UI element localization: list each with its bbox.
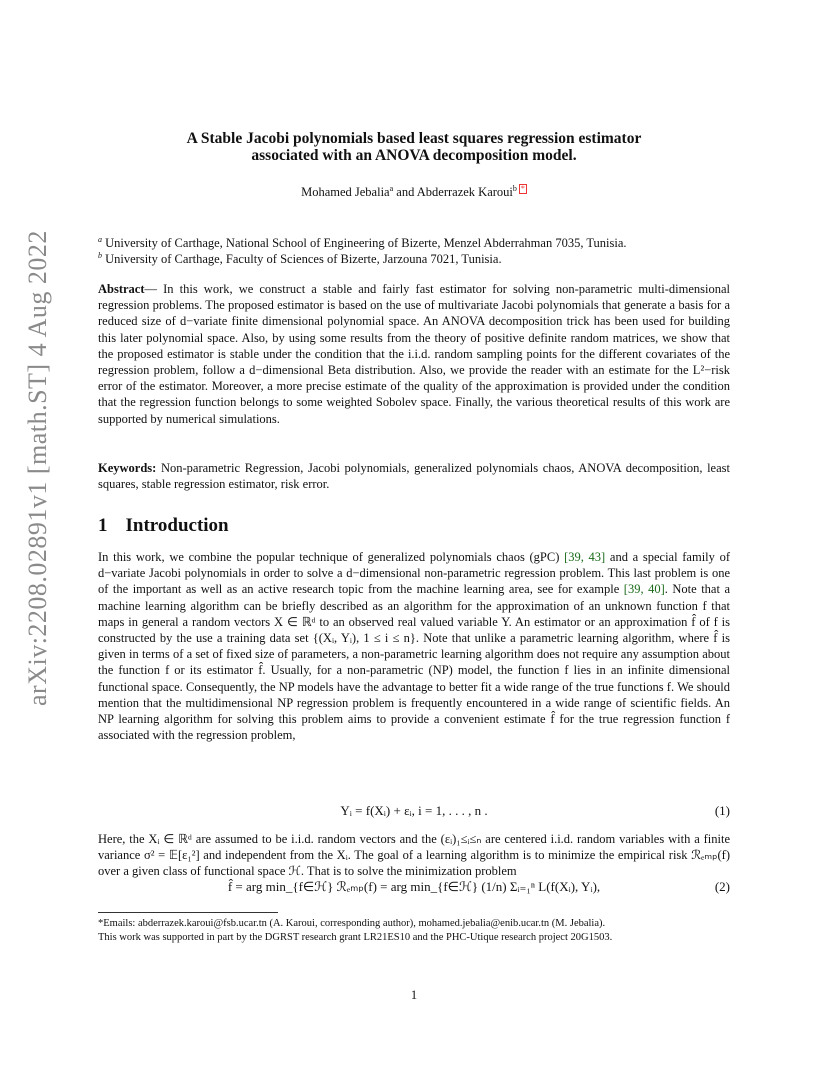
author-1-affil-mark: a bbox=[389, 184, 394, 193]
abstract bbox=[98, 281, 730, 427]
keywords bbox=[98, 460, 730, 492]
footnote-emails: *Emails: abderrazek.karoui@fsb.ucar.tn (A. Karoui, corresponding author), mohamed.jebalia@enib.ucar.tn (M. Jebalia). bbox=[98, 918, 606, 929]
author-line bbox=[98, 184, 730, 200]
section-title: Introduction bbox=[125, 515, 229, 536]
title-line-1: A Stable Jacobi polynomials based least squares regression estimator bbox=[186, 130, 642, 147]
affiliation-text: University of Carthage, Faculty of Sciences of Bizerte, Jarzouna 7021, Tunisia. bbox=[105, 252, 502, 267]
abstract-label: Abstract bbox=[98, 282, 145, 296]
intro-text: . Note that a machine learning algorithm can be briefly described as an algorithm for the approximation of an unknown function f that maps in general a random vectors X ∈ ℝᵈ to an observed real valued variable Y. An estimator or an approximation f̂ of f is constructed by the use a training data set {(Xᵢ, Yᵢ), 1 ≤ i ≤ n}. Note that unlike a parametric learning algorithm, where f̂ is given in terms of a set of fixed size of parameters, a non-parametric learning algorithm does not require any assumption about the function f or its estimator f̂. Usually, for a non-parametric (NP) model, the function f lies in an infinite dimensional functional space. Consequently, the NP models have the advantage to better fit a wide range of the true functions f. We should mention that the multidimensional NP regression problem is frequently encountered in a wide range of scientific fields. An NP learning algorithm for solving this problem aims to provide a convenient estimate f̂ for the true regression function f associated with the regression problem, bbox=[98, 582, 730, 743]
keywords-label: Keywords: bbox=[98, 461, 157, 475]
affiliation-mark: a bbox=[98, 235, 102, 244]
intro-text: In this work, we combine the popular technique of generalized polynomials chaos (gPC) bbox=[98, 550, 565, 564]
intro-text: Here, the Xᵢ ∈ ℝᵈ are assumed to be i.i.d. random vectors and the (εᵢ)₁≤ᵢ≤ₙ are centered i.i.d. random variables with a finite variance σ² = 𝔼[ε₁²] and independent from the Xᵢ. The goal of a learning algorithm is to minimize the empirical risk ℛₑₘₚ(f) over a given class of functional space ℋ. That is to solve the minimization problem bbox=[98, 832, 730, 879]
citation-link[interactable]: [39, 43] bbox=[564, 550, 606, 564]
title-line-2: associated with an ANOVA decomposition model. bbox=[251, 147, 577, 164]
page-number: 1 bbox=[410, 988, 418, 1002]
author-conjunction: and bbox=[393, 185, 417, 200]
intro-paragraph-1 bbox=[98, 549, 730, 743]
equation-number: (1) bbox=[714, 803, 730, 818]
citation-link[interactable]: [39, 40] bbox=[623, 582, 665, 597]
keywords-text: Non-parametric Regression, Jacobi polynomials, generalized polynomials chaos, ANOVA decomposition, least squares, stable regression estimator, risk error. bbox=[98, 461, 730, 492]
paper-title bbox=[98, 130, 730, 164]
footnote-funding: This work was supported in part by the DGRST research grant LR21ES10 and the PHC-Utique research project 20G1503. bbox=[98, 932, 613, 943]
arxiv-identifier[interactable]: arXiv:2208.02891v1 [math.ST] 4 Aug 2022 bbox=[23, 230, 52, 706]
footnote-rule bbox=[98, 912, 278, 913]
section-heading bbox=[98, 515, 229, 537]
equation-body: f̂ = arg min_{f∈ℋ} ℛₑₘₚ(f) = arg min_{f∈ℋ} (1/n) Σᵢ₌₁ⁿ L(f(Xᵢ), Yᵢ), bbox=[227, 879, 601, 894]
footnote-link[interactable]: * bbox=[520, 184, 525, 193]
section-number: 1 bbox=[98, 515, 108, 536]
intro-paragraph-2 bbox=[98, 831, 730, 880]
affiliation-mark: b bbox=[98, 251, 102, 260]
affiliation-b bbox=[98, 248, 738, 267]
abstract-text: — In this work, we construct a stable and fairly fast estimator for solving non-parametric multi-dimensional regression problems. The proposed estimator is based on the use of multivariate Jacobi polynomials that generate a basis for a reduced size of d−variate finite dimensional polynomial space. An ANOVA decomposition trick has been used for building this later polynomial space. Also, by using some results from the theory of positive definite random matrices, we show that the proposed estimator is stable under the condition that the i.i.d. random sampling points for the different covariates of the regression problem, follow a d−dimensional Beta distribution. Also, we provide the reader with an estimate for the L²−risk error of the estimator. Moreover, a more precise estimate of the quality of the approximation is provided under the condition that the regression function belongs to some weighted Sobolev space. Finally, the various theoretical results of this work are supported by numerical simulations. bbox=[98, 282, 730, 426]
author-2: Abderrazek Karoui bbox=[416, 185, 513, 200]
footnote bbox=[98, 917, 738, 945]
author-1: Mohamed Jebalia bbox=[301, 185, 390, 200]
equation-body: Yᵢ = f(Xᵢ) + εᵢ, i = 1, . . . , n . bbox=[340, 803, 488, 818]
intro-text: and a special family of d−variate Jacobi polynomials in order to solve a d−dimensional non-parametric regression problem. This last problem is one of the important as well as an active research topic from the machine learning area, see for example bbox=[98, 550, 730, 597]
equation-number: (2) bbox=[714, 879, 730, 894]
affiliation-text: University of Carthage, National School of Engineering of Bizerte, Menzel Abderrahman 7035, Tunisia. bbox=[105, 236, 627, 251]
author-2-affil-mark: b bbox=[512, 184, 517, 193]
